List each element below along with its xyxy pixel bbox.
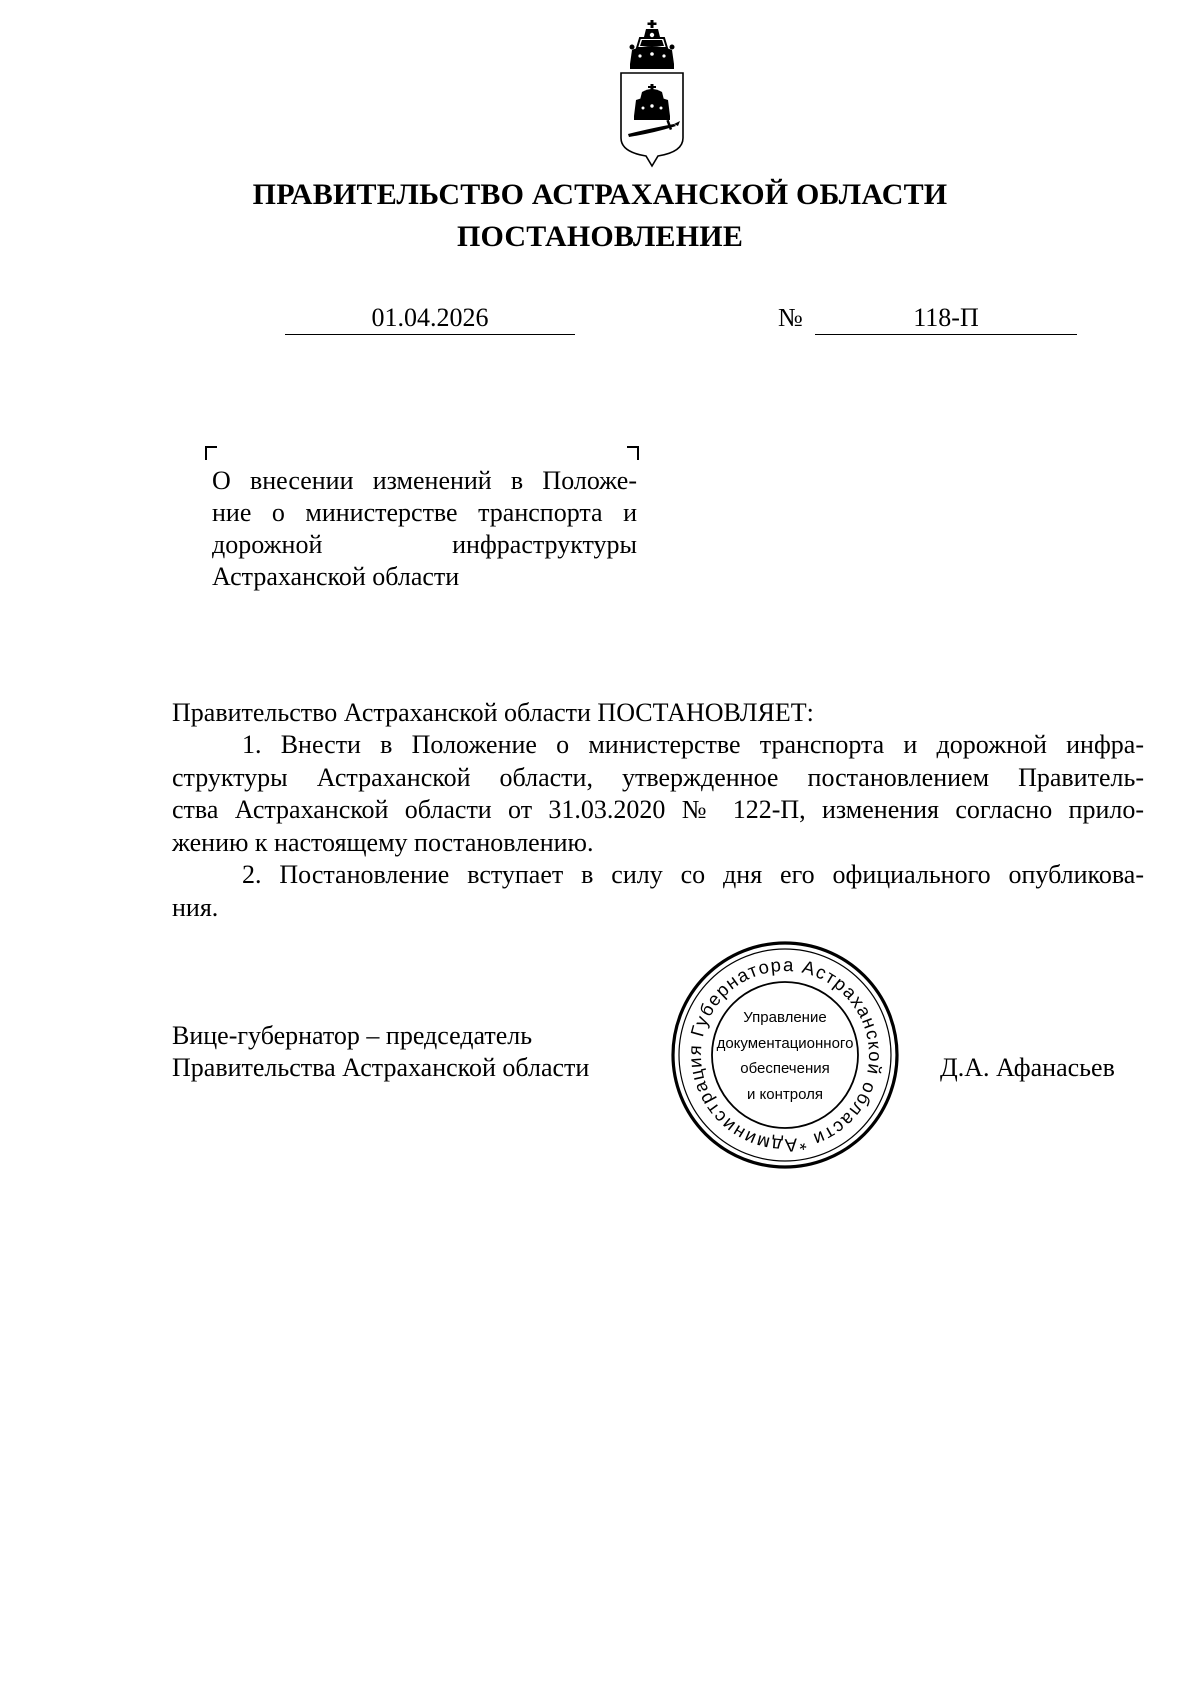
subject-line: Астраханской области [212,562,460,591]
document-type-title: ПОСТАНОВЛЕНИЕ [456,220,744,253]
subject-line: ние о министерстве транспорта и [212,498,637,527]
body-line: ства Астраханской области от 31.03.2020 № 122-П, изменения согласно прило- [172,795,1144,824]
stamp-center-line: и контроля [746,1085,823,1103]
document-number: 118-П [815,302,1077,335]
subject-corner-right [627,446,639,460]
signatory-title [172,1020,589,1084]
document-date: 01.04.2026 [285,302,575,335]
body-line: ния. [172,892,219,922]
signatory-title-line: Правительства Астраханской области [172,1053,590,1082]
subject-corner-left [205,446,217,460]
body-line: структуры Астраханской области, утвержденное постановлением Правитель- [172,762,1144,792]
number-sign: № [778,303,803,332]
document-body [172,729,1144,924]
signatory-title-line: Вице-губернатор – председатель [172,1021,533,1050]
government-title: ПРАВИТЕЛЬСТВО АСТРАХАНСКОЙ ОБЛАСТИ [252,178,948,211]
stamp-center-line: обеспечения [740,1060,830,1077]
stamp-ring-text: Администрация Губернатора Астраханской области * [683,953,887,1157]
resolves-statement: Правительство Астраханской области ПОСТАНОВЛЯЕТ: [172,698,814,727]
body-line: 1. Внести в Положение о министерстве транспорта и дорожной инфра- [242,730,1144,759]
stamp-center-line: документационного [716,1034,854,1052]
subject-line: дорожной инфраструктуры [212,530,637,559]
body-line: жению к настоящему постановлению. [172,827,594,857]
body-line: 2. Постановление вступает в силу со дня его официального опубликова- [242,860,1144,889]
coat-of-arms-emblem [618,20,686,168]
stamp-center-text [708,1005,862,1107]
subject-line: О внесении изменений в Положе- [212,466,637,495]
document-subject [212,465,637,593]
stamp-center-line: Управление [743,1009,827,1026]
signatory-name: Д.А. Афанасьев [940,1053,1115,1082]
